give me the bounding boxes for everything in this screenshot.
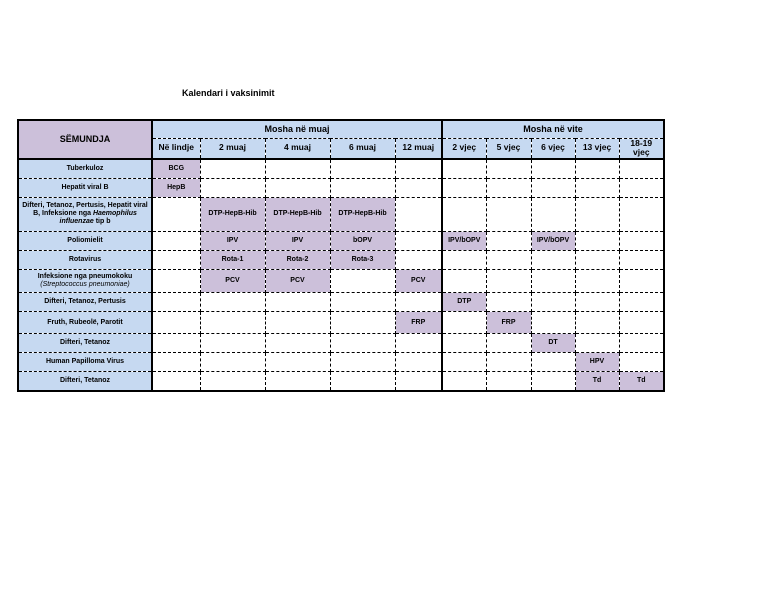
disease-name: Difteri, Tetanoz bbox=[59, 339, 111, 347]
table-row bbox=[18, 197, 664, 231]
table-row bbox=[18, 159, 664, 178]
empty-cell bbox=[619, 353, 664, 372]
empty-cell bbox=[442, 372, 486, 391]
empty-cell bbox=[575, 159, 619, 178]
vaccine-cell: bOPV bbox=[330, 231, 395, 250]
vaccine-cell: Rota-1 bbox=[200, 250, 265, 269]
vaccine-cell: DTP-HepB-Hib bbox=[200, 197, 265, 231]
vaccine-cell: DT bbox=[531, 334, 575, 353]
vaccine-cell: PCV bbox=[395, 269, 442, 292]
empty-cell bbox=[395, 250, 442, 269]
disease-name: Rotavirus bbox=[68, 255, 102, 263]
age-header: 18-19 vjeç bbox=[619, 138, 664, 159]
months-group-header: Mosha në muaj bbox=[152, 120, 442, 138]
table-row bbox=[18, 269, 664, 292]
empty-cell bbox=[575, 231, 619, 250]
empty-cell bbox=[486, 334, 531, 353]
empty-cell bbox=[531, 159, 575, 178]
empty-cell bbox=[395, 159, 442, 178]
years-group-header: Mosha në vite bbox=[442, 120, 664, 138]
disease-name: Human Papilloma Virus bbox=[45, 358, 125, 366]
vaccine-cell: BCG bbox=[152, 159, 200, 178]
empty-cell bbox=[575, 178, 619, 197]
disease-name: Difteri, Tetanoz bbox=[59, 377, 111, 385]
empty-cell bbox=[531, 250, 575, 269]
table-row bbox=[18, 231, 664, 250]
empty-cell bbox=[200, 178, 265, 197]
disease-name: Fruth, Rubeolë, Parotit bbox=[47, 318, 123, 326]
vaccine-cell: DTP-HepB-Hib bbox=[265, 197, 330, 231]
age-header: 6 muaj bbox=[330, 138, 395, 159]
vaccine-cell: PCV bbox=[265, 269, 330, 292]
disease-text: tip b bbox=[93, 218, 111, 226]
empty-cell bbox=[486, 159, 531, 178]
empty-cell bbox=[152, 334, 200, 353]
empty-cell bbox=[200, 159, 265, 178]
vaccine-cell: HepB bbox=[152, 178, 200, 197]
empty-cell bbox=[619, 334, 664, 353]
empty-cell bbox=[330, 353, 395, 372]
vaccine-cell: Td bbox=[619, 372, 664, 391]
empty-cell bbox=[200, 293, 265, 312]
empty-cell bbox=[486, 269, 531, 292]
disease-name: Tuberkuloz bbox=[66, 164, 104, 172]
empty-cell bbox=[265, 312, 330, 334]
age-header: 12 muaj bbox=[395, 138, 442, 159]
empty-cell bbox=[531, 293, 575, 312]
vaccine-cell: FRP bbox=[395, 312, 442, 334]
empty-cell bbox=[619, 231, 664, 250]
disease-cell bbox=[18, 293, 152, 312]
page-title: Kalendari i vaksinimit bbox=[182, 88, 275, 98]
empty-cell bbox=[152, 197, 200, 231]
empty-cell bbox=[200, 372, 265, 391]
empty-cell bbox=[442, 312, 486, 334]
vaccine-cell: Td bbox=[575, 372, 619, 391]
empty-cell bbox=[395, 293, 442, 312]
empty-cell bbox=[531, 178, 575, 197]
empty-cell bbox=[531, 312, 575, 334]
empty-cell bbox=[395, 334, 442, 353]
empty-cell bbox=[152, 372, 200, 391]
empty-cell bbox=[200, 334, 265, 353]
empty-cell bbox=[619, 293, 664, 312]
empty-cell bbox=[575, 293, 619, 312]
empty-cell bbox=[619, 197, 664, 231]
disease-cell bbox=[18, 269, 152, 292]
age-header: 4 muaj bbox=[265, 138, 330, 159]
empty-cell bbox=[575, 250, 619, 269]
empty-cell bbox=[395, 353, 442, 372]
empty-cell bbox=[265, 353, 330, 372]
table-row bbox=[18, 372, 664, 391]
empty-cell bbox=[442, 269, 486, 292]
disease-name: Poliomielit bbox=[67, 236, 103, 244]
empty-cell bbox=[330, 159, 395, 178]
empty-cell bbox=[442, 159, 486, 178]
disease-cell bbox=[18, 197, 152, 231]
table-row bbox=[18, 250, 664, 269]
empty-cell bbox=[619, 159, 664, 178]
empty-cell bbox=[442, 250, 486, 269]
disease-note: (Streptococcus pneumoniae) bbox=[40, 281, 130, 289]
disease-name: Difteri, Tetanoz, Pertusis bbox=[44, 298, 126, 306]
disease-cell bbox=[18, 178, 152, 197]
empty-cell bbox=[395, 178, 442, 197]
disease-name: Infeksione nga pneumokoku bbox=[37, 272, 133, 280]
vaccine-cell: IPV/bOPV bbox=[531, 231, 575, 250]
empty-cell bbox=[575, 312, 619, 334]
vaccine-cell: DTP bbox=[442, 293, 486, 312]
empty-cell bbox=[265, 372, 330, 391]
vaccine-cell: IPV/bOPV bbox=[442, 231, 486, 250]
vaccine-cell: IPV bbox=[265, 231, 330, 250]
table-row bbox=[18, 178, 664, 197]
empty-cell bbox=[575, 334, 619, 353]
disease-cell bbox=[18, 312, 152, 334]
empty-cell bbox=[330, 293, 395, 312]
disease-text: Haemophilus influenzae bbox=[59, 210, 137, 226]
empty-cell bbox=[152, 353, 200, 372]
empty-cell bbox=[152, 293, 200, 312]
empty-cell bbox=[442, 353, 486, 372]
empty-cell bbox=[486, 293, 531, 312]
disease-name: Hepatit viral B bbox=[61, 183, 109, 191]
empty-cell bbox=[619, 178, 664, 197]
empty-cell bbox=[395, 372, 442, 391]
empty-cell bbox=[486, 231, 531, 250]
empty-cell bbox=[265, 178, 330, 197]
disease-cell bbox=[18, 372, 152, 391]
empty-cell bbox=[486, 353, 531, 372]
empty-cell bbox=[330, 334, 395, 353]
vaccine-cell: PCV bbox=[200, 269, 265, 292]
empty-cell bbox=[152, 312, 200, 334]
age-header: 6 vjeç bbox=[531, 138, 575, 159]
empty-cell bbox=[486, 372, 531, 391]
table-row bbox=[18, 312, 664, 334]
vaccination-schedule-table bbox=[17, 119, 665, 392]
empty-cell bbox=[330, 178, 395, 197]
vaccine-cell: IPV bbox=[200, 231, 265, 250]
empty-cell bbox=[575, 197, 619, 231]
disease-cell bbox=[18, 250, 152, 269]
empty-cell bbox=[152, 269, 200, 292]
empty-cell bbox=[486, 197, 531, 231]
empty-cell bbox=[152, 231, 200, 250]
empty-cell bbox=[619, 312, 664, 334]
empty-cell bbox=[442, 197, 486, 231]
empty-cell bbox=[486, 178, 531, 197]
empty-cell bbox=[330, 372, 395, 391]
disease-cell bbox=[18, 231, 152, 250]
empty-cell bbox=[531, 353, 575, 372]
disease-cell bbox=[18, 334, 152, 353]
disease-cell bbox=[18, 159, 152, 178]
vaccine-cell: Rota-3 bbox=[330, 250, 395, 269]
age-header: 13 vjeç bbox=[575, 138, 619, 159]
empty-cell bbox=[330, 312, 395, 334]
vaccine-cell: Rota-2 bbox=[265, 250, 330, 269]
empty-cell bbox=[395, 231, 442, 250]
disease-column-header: SËMUNDJA bbox=[18, 120, 152, 159]
empty-cell bbox=[200, 312, 265, 334]
age-header: Në lindje bbox=[152, 138, 200, 159]
vaccine-cell: HPV bbox=[575, 353, 619, 372]
age-header: 5 vjeç bbox=[486, 138, 531, 159]
age-header: 2 muaj bbox=[200, 138, 265, 159]
vaccine-cell: DTP-HepB-Hib bbox=[330, 197, 395, 231]
empty-cell bbox=[531, 372, 575, 391]
vaccine-cell: FRP bbox=[486, 312, 531, 334]
table-row bbox=[18, 334, 664, 353]
empty-cell bbox=[619, 250, 664, 269]
empty-cell bbox=[619, 269, 664, 292]
empty-cell bbox=[442, 178, 486, 197]
disease-cell bbox=[18, 353, 152, 372]
empty-cell bbox=[442, 334, 486, 353]
empty-cell bbox=[200, 353, 265, 372]
empty-cell bbox=[265, 159, 330, 178]
table-row bbox=[18, 293, 664, 312]
empty-cell bbox=[486, 250, 531, 269]
empty-cell bbox=[330, 269, 395, 292]
empty-cell bbox=[265, 334, 330, 353]
empty-cell bbox=[531, 197, 575, 231]
empty-cell bbox=[531, 269, 575, 292]
table-row bbox=[18, 353, 664, 372]
empty-cell bbox=[395, 197, 442, 231]
empty-cell bbox=[265, 293, 330, 312]
disease-text: Difteri, Tetanoz, Pertusis, Hepatit viral B, Infeksione nga bbox=[22, 202, 148, 218]
empty-cell bbox=[152, 250, 200, 269]
age-header: 2 vjeç bbox=[442, 138, 486, 159]
empty-cell bbox=[575, 269, 619, 292]
